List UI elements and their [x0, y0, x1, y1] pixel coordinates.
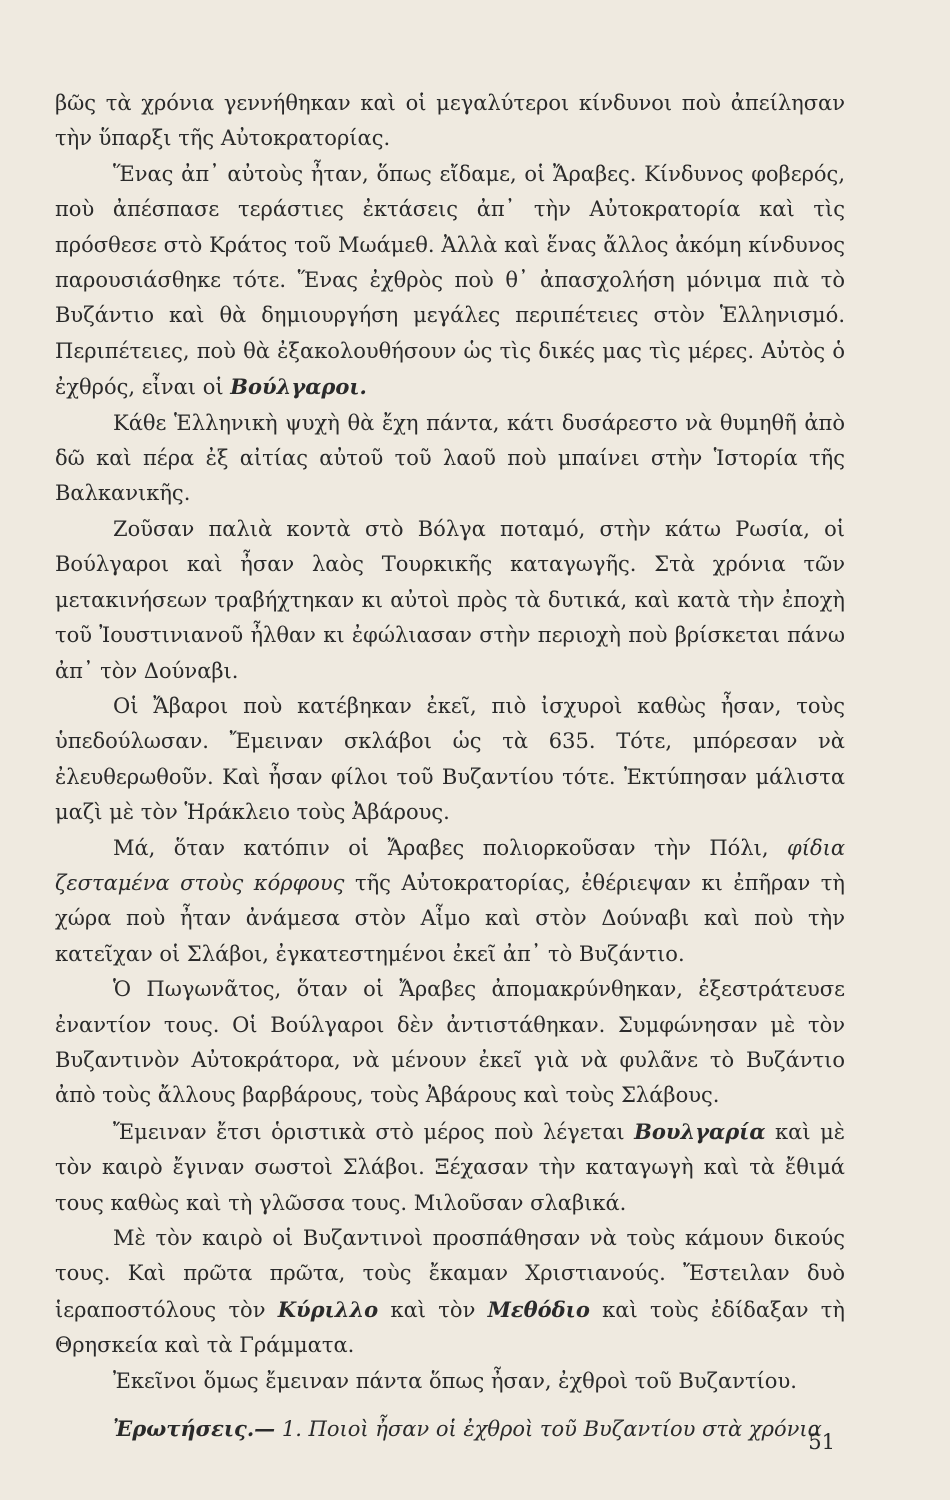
paragraph-1-text: βῶς τὰ χρόνια γεννήθηκαν καὶ οἱ μεγαλύτεροι κίνδυνοι ποὺ ἀπείλησαν τὴν ὕπαρξι τῆς Αὐτοκρατορίας.: [55, 91, 845, 151]
paragraph-9-text-c: καὶ τὸν: [390, 1297, 476, 1322]
paragraph-4-text: Ζοῦσαν παλιὰ κοντὰ στὸ Βόλγα ποταμό, στὴν κάτω Ρωσία, οἱ Βούλγαροι καὶ ἦσαν λαὸς Τουρκικῆς καταγωγῆς. Στὰ χρόνια τῶν μετακινήσεων τραβήχτηκαν κι αὐτοὶ πρὸς τὰ δυτικά, καὶ κατὰ τὴν ἐποχὴ τοῦ Ἰουστινιανοῦ ἦλθαν κι ἐφώλιασαν στὴν περιοχὴ ποὺ βρίσκεται πάνω ἀπ᾿ τὸν Δούναβι.: [55, 516, 845, 683]
paragraph-2: [55, 157, 845, 406]
paragraph-10-text: Ἐκεῖνοι ὅμως ἔμειναν πάντα ὅπως ἦσαν, ἐχθροὶ τοῦ Βυζαντίου.: [113, 1368, 797, 1393]
paragraph-1: [55, 86, 845, 157]
paragraph-5-text: Οἱ Ἄβαροι ποὺ κατέβηκαν ἐκεῖ, πιὸ ἰσχυροὶ καθὼς ἦσαν, τοὺς ὑπεδούλωσαν. Ἔμειναν σκλάβοι ὡς τὰ 635. Τότε, μπόρεσαν νὰ ἐλευθερωθοῦν. Καὶ ἦσαν φίλοι τοῦ Βυζαντίου τότε. Ἐκτύπησαν μάλιστα μαζὶ μὲ τὸν Ἡράκλειο τοὺς Ἀβάρους.: [55, 693, 845, 825]
emphasis-snakes: φίδια ζεσταμένα στοὺς κόρφους: [55, 835, 845, 895]
paragraph-7-text: Ὁ Πωγωνᾶτος, ὅταν οἱ Ἄραβες ἀπομακρύνθηκαν, ἐξεστράτευσε ἐναντίον τους. Οἱ Βούλγαροι δὲν ἀντιστάθηκαν. Συμφώνησαν μὲ τὸν Βυζαντινὸν Αὐτοκράτορα, νὰ μένουν ἐκεῖ γιὰ νὰ φυλᾶνε τὸ Βυζάντιο ἀπὸ τοὺς ἄλλους βαρβάρους, τοὺς Ἀβάρους καὶ τοὺς Σλάβους.: [55, 977, 845, 1108]
paragraph-3-text: Κάθε Ἑλληνικὴ ψυχὴ θὰ ἔχη πάντα, κάτι δυσάρεστο νὰ θυμηθῆ ἀπὸ δῶ καὶ πέρα ἐξ αἰτίας αὐτοῦ τοῦ λαοῦ ποὺ μπαίνει στὴν Ἱστορία τῆς Βαλκανικῆς.: [55, 410, 845, 506]
questions: [55, 1411, 845, 1447]
paragraph-9-text-a: Μὲ τὸν καιρὸ οἱ Βυζαντινοὶ προσπάθησαν νὰ τοὺς κάμουν δικούς τους. Καὶ πρῶτα πρῶτα, τοὺς ἔκαμαν Χριστιανούς. Ἔστειλαν δυὸ ἱεραποστόλους τὸν: [55, 1226, 845, 1322]
paragraph-2-text: Ἕνας ἀπ᾿ αὐτοὺς ἦταν, ὅπως εἴδαμε, οἱ Ἄραβες. Κίνδυνος φοβερός, ποὺ ἀπέσπασε τεράστιες ἐκτάσεις ἀπ᾿ τὴν Αὐτοκρατορία καὶ τὶς πρόσθεσε στὸ Κράτος τοῦ Μωάμεθ. Ἀλλὰ καὶ ἕνας ἄλλος ἀκόμη κίνδυνος παρουσιάσθηκε τότε. Ἕνας ἐχθρὸς ποὺ θ᾿ ἀπασχολήση μόνιμα πιὰ τὸ Βυζάντιο καὶ θὰ δημιουργήση μεγάλες περιπέτειες στὸν Ἑλληνισμό. Περιπέτειες, ποὺ θὰ ἐξακολουθήσουν ὡς τὶς δικές μας τὶς μέρες. Αὐτὸς ὁ ἐχθρός, εἶναι οἱ: [55, 161, 845, 400]
paragraph-8-text-c: καὶ μὲ τὸν καιρὸ ἔγιναν σωστοὶ Σλάβοι. Ξέχασαν τὴν καταγωγὴ καὶ τὰ ἔθιμά τους καθὼς καὶ τὴ γλῶσσα τους. Μιλοῦσαν σλαβικά.: [55, 1119, 845, 1215]
paragraph-4: [55, 512, 845, 689]
paragraph-6-text-c: τῆς Αὐτοκρατορίας, ἐθέριεψαν κι ἐπῆραν τὴ χώρα ποὺ ἦταν ἀνάμεσα στὸν Αἶμο καὶ στὸν Δούναβι καὶ ποὺ τὴν κατεῖχαν οἱ Σλάβοι, ἐγκατεστημένοι ἐκεῖ ἀπ᾿ τὸ Βυζάντιο.: [55, 870, 846, 966]
paragraph-3: [55, 406, 845, 512]
paragraph-9-text-e: καὶ τοὺς ἐδίδαξαν τὴ Θρησκεία καὶ τὰ Γράμματα.: [55, 1297, 846, 1358]
paragraph-7: [55, 972, 845, 1114]
emphasis-methodius: Μεθόδιο: [487, 1296, 590, 1322]
question-1: 1. Ποιοὶ ἦσαν οἱ ἐχθροὶ τοῦ Βυζαντίου στὰ χρόνια: [281, 1417, 822, 1442]
paragraph-5: [55, 689, 845, 831]
paragraph-8: [55, 1114, 845, 1221]
page-number: 51: [808, 1430, 835, 1454]
emphasis-bulgaria: Βουλγαρία: [634, 1118, 766, 1144]
questions-label: Ἐρωτήσεις.—: [113, 1416, 276, 1442]
emphasis-bulgarians: Βούλγαροι.: [230, 374, 367, 400]
paragraph-8-text-a: Ἔμειναν ἔτσι ὁριστικὰ στὸ μέρος ποὺ λέγεται: [113, 1119, 625, 1144]
paragraph-10: [55, 1364, 845, 1399]
paragraph-9: [55, 1221, 845, 1364]
paragraph-6-text-a: Μά, ὅταν κατόπιν οἱ Ἄραβες πολιορκοῦσαν τὴν Πόλι,: [113, 835, 769, 860]
emphasis-cyril: Κύριλλο: [277, 1296, 379, 1322]
body-text: [55, 86, 845, 1447]
paragraph-6: [55, 831, 845, 973]
